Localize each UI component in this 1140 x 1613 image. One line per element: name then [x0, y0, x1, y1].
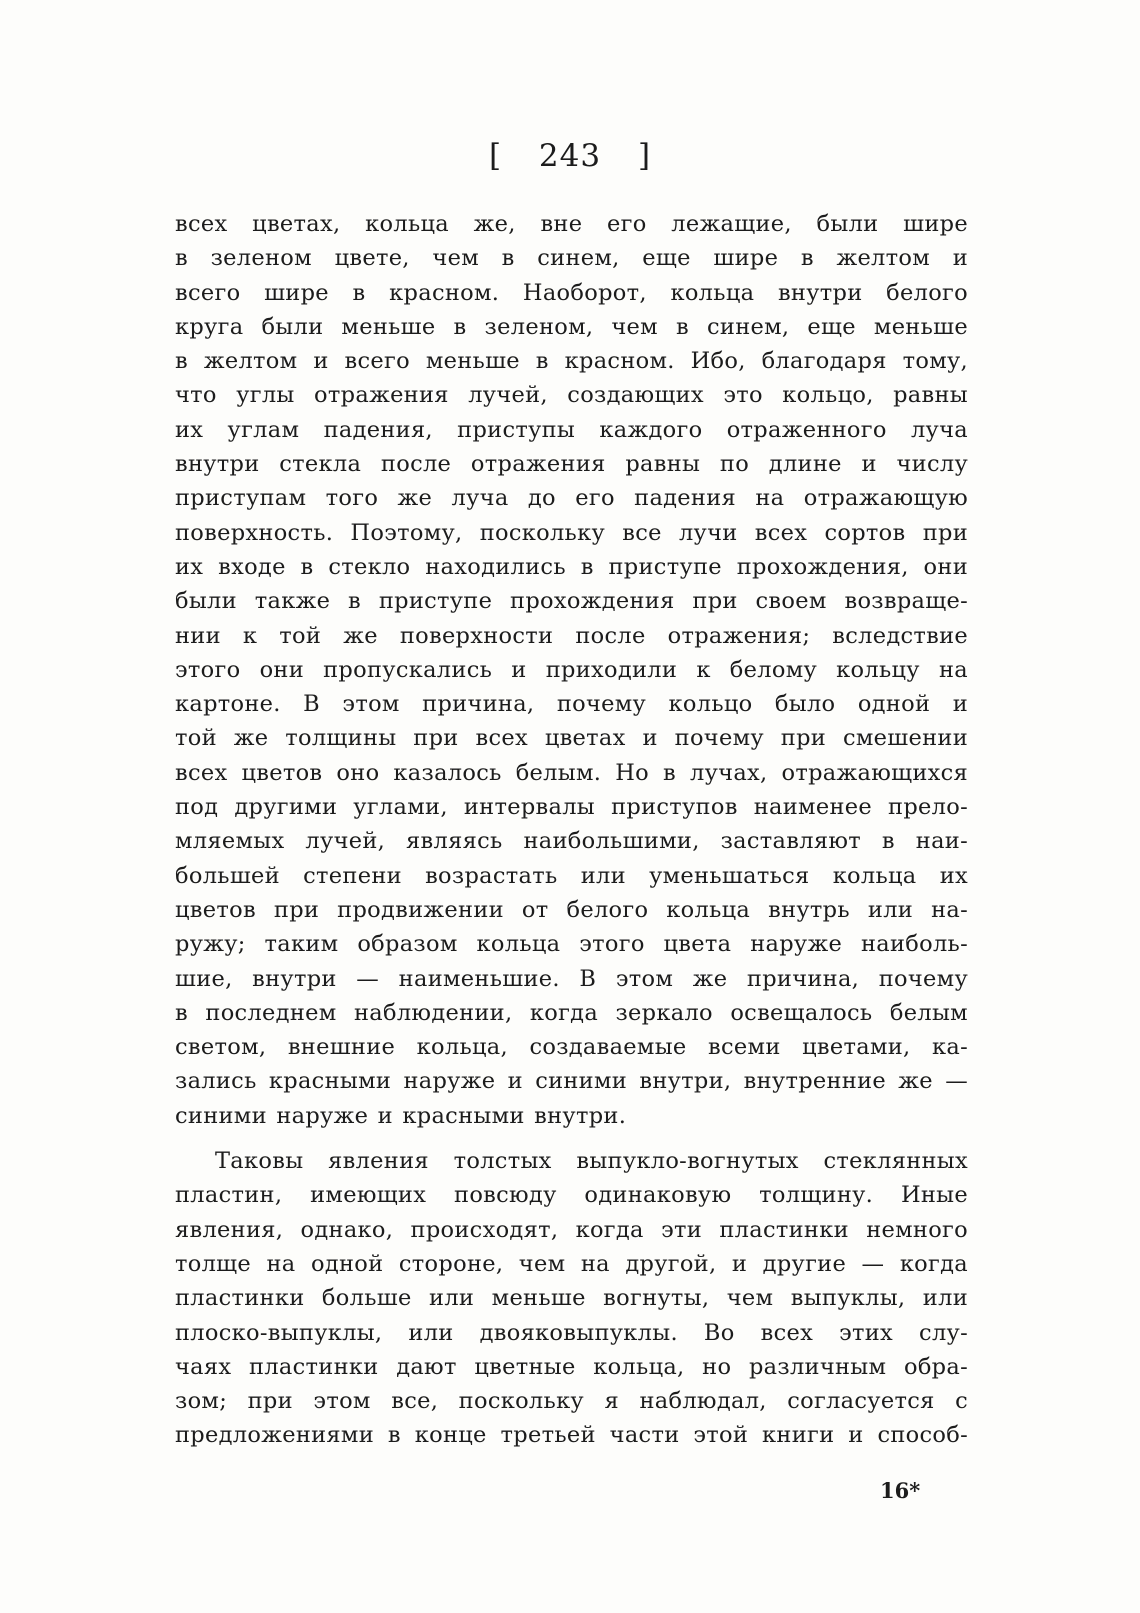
left-bracket: [ [488, 138, 503, 174]
text-line: картоне. В этом причина, почему кольцо было одной и [175, 691, 968, 718]
text-line: плоско-выпуклы, или двояковыпуклы. Во всех этих слу- [175, 1319, 968, 1346]
text-line: внутри стекла после отражения равны по длине и числу [175, 451, 968, 478]
text-line: той же толщины при всех цветах и почему при смешении [175, 725, 968, 752]
text-line: явления, однако, происходят, когда эти пластинки немного [175, 1216, 968, 1243]
text-line: синими наруже и красными внутри. [175, 1102, 627, 1129]
text-line: ружу; таким образом кольца этого цвета наруже наиболь- [175, 931, 968, 958]
text-line: большей степени возрастать или уменьшаться кольца их [175, 862, 968, 889]
text-line: поверхность. Поэтому, поскольку все лучи всех сортов при [175, 519, 968, 546]
text-line: этого они пропускались и приходили к белому кольцу на [175, 656, 968, 683]
text-line: круга были меньше в зеленом, чем в синем, еще меньше [175, 313, 968, 340]
text-line: под другими углами, интервалы приступов наименее прело- [175, 794, 968, 821]
text-line: зом; при этом все, поскольку я наблюдал, согласуется с [175, 1388, 968, 1415]
text-line: шие, внутри — наименьшие. В этом же причина, почему [175, 965, 968, 992]
text-line: Таковы явления толстых выпукло-вогнутых стеклянных [215, 1148, 968, 1175]
text-line: всего шире в красном. Наоборот, кольца внутри белого [175, 279, 968, 306]
text-line: их углам падения, приступы каждого отраженного луча [175, 416, 968, 443]
text-line: в последнем наблюдении, когда зеркало освещалось белым [175, 999, 968, 1026]
text-line: чаях пластинки дают цветные кольца, но различным обра- [175, 1353, 968, 1380]
page-header [0, 138, 1140, 174]
text-line: были также в приступе прохождения при своем возвраще- [175, 588, 968, 615]
text-line: в зеленом цвете, чем в синем, еще шире в желтом и [175, 245, 968, 272]
text-line: всех цветах, кольца же, вне его лежащие, были шире [175, 211, 968, 237]
page-number: 243 [538, 138, 602, 174]
text-line: в желтом и всего меньше в красном. Ибо, благодаря тому, [175, 348, 968, 375]
paragraph-gap [175, 1133, 968, 1144]
text-line: мляемых лучей, являясь наибольшими, заставляют в наи- [175, 828, 968, 855]
paragraph-1 [175, 207, 968, 1133]
text-line: всех цветов оно казалось белым. Но в лучах, отражающихся [175, 759, 968, 786]
text-line: зались красными наруже и синими внутри, внутренние же — [175, 1068, 968, 1095]
paragraph-2 [175, 1144, 968, 1453]
right-bracket: ] [637, 138, 652, 174]
text-line: их входе в стекло находились в приступе прохождения, они [175, 553, 968, 580]
text-line: пластинки больше или меньше вогнуты, чем выпуклы, или [175, 1285, 968, 1312]
text-line: толще на одной стороне, чем на другой, и другие — когда [175, 1250, 968, 1277]
text-line: пластин, имеющих повсюду одинаковую толщину. Иные [175, 1182, 968, 1209]
text-line: предложениями в конце третьей части этой книги и способ- [175, 1422, 968, 1449]
text-line: приступам того же луча до его падения на отражающую [175, 485, 968, 512]
text-line: нии к той же поверхности после отражения; вследствие [175, 622, 968, 649]
text-line: цветов при продвижении от белого кольца внутрь или на- [175, 896, 968, 923]
text-line: светом, внешние кольца, создаваемые всеми цветами, ка- [175, 1034, 968, 1061]
signature-mark: 16* [880, 1478, 921, 1503]
text-line: что углы отражения лучей, создающих это кольцо, равны [175, 382, 968, 409]
body-text [175, 207, 968, 1453]
